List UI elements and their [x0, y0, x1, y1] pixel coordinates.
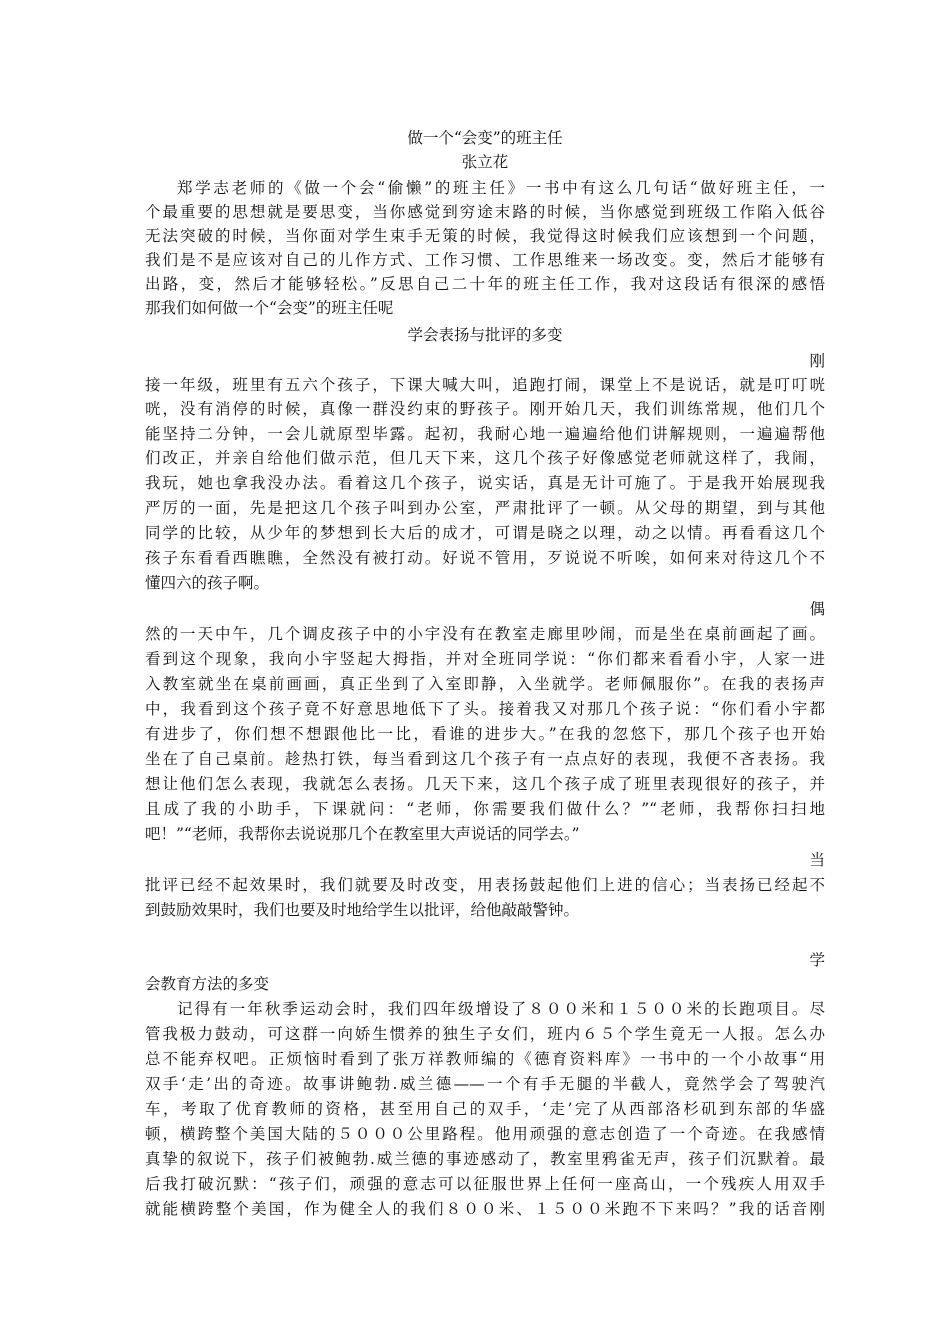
author-name: 张立花 [461, 153, 509, 171]
paragraph-start-char: 学 [809, 951, 825, 969]
paragraph-line: 总不能弃权吧。正烦恼时看到了张万祥教师编的《德育资料库》一书中的一个小故事“用 [145, 1050, 825, 1068]
paragraph-line: 严厉的一面，先是把这几个孩子叫到办公室，严肃批评了一顿。从父母的期望，到与其他 [145, 499, 825, 517]
section-heading: 会教育方法的多变 [145, 975, 270, 993]
paragraph-line: 到鼓励效果时，我们也要及时地给学生以批评，给他敲敲警钟。 [145, 901, 580, 919]
paragraph-line: 双手‘走’出的奇迹。故事讲鲍勃.威兰德——一个有手无腿的半截人，竟然学会了驾驶汽 [145, 1075, 825, 1093]
paragraph-line: 咣，没有消停的时候，真像一群没约束的野孩子。刚开始几天，我们训练常规，他们几个 [145, 400, 825, 418]
paragraph-line: 接一年级，班里有五六个孩子，下课大喊大叫，追跑打闹，课堂上不是说话，就是叮叮咣 [145, 376, 825, 394]
paragraph-line: 坐在了自己桌前。趁热打铁，每当看到这几个孩子有一点点好的表现，我便不吝表扬。我 [145, 750, 825, 768]
paragraph-line: 郑学志老师的《做一个会“偷懒”的班主任》一书中有这么几句话“做好班主任，一 [177, 179, 825, 197]
paragraph-line: 我们是不是应该对自己的儿作方式、工作习惯、工作思维来一场改变。变，然后才能够有 [145, 251, 825, 269]
section-heading: 学会表扬与批评的多变 [407, 326, 563, 344]
paragraph-line: 有进步了，你们想不想跟他比一比，看谁的进步大。”在我的忽悠下，那几个孩子也开始 [145, 725, 825, 743]
paragraph-line: 们改正，并亲自给他们做示范，但几天下来，这几个孩子好像感觉老师就这样了，我闹， [145, 449, 825, 467]
paragraph-line: 真挚的叙说下，孩子们被鲍勃.威兰德的事迹感动了，教室里鸦雀无声，孩子们沉默着。最 [145, 1150, 825, 1168]
paragraph-line: 同学的比较，从少年的梦想到长大后的成才，可谓是晓之以理，动之以情。再看看这几个 [145, 524, 825, 542]
paragraph-line: 然的一天中午，几个调皮孩子中的小宇没有在教室走廊里吵闹，而是坐在桌前画起了画。 [145, 625, 825, 643]
paragraph-start-char: 刚 [809, 352, 825, 370]
paragraph-line: 记得有一年秋季运动会时，我们四年级增设了８００米和１５００米的长跑项目。尽 [177, 1000, 825, 1018]
paragraph-line: 看到这个现象，我向小宇竖起大拇指，并对全班同学说：“你们都来看看小宇，人家一进 [145, 650, 825, 668]
paragraph-line: 我玩，她也拿我没办法。看着这几个孩子，说实话，真是无计可施了。于是我开始展现我 [145, 474, 825, 492]
paragraph-start-char: 偶 [809, 600, 825, 618]
paragraph-line: 车，考取了优育教师的资格，甚至用自己的双手，‘走’完了从西部洛杉矶到东部的华盛 [145, 1100, 825, 1118]
paragraph-line: 就能横跨整个美国，作为健全人的我们８００米、１５００米跑不下来吗？”我的话音刚 [145, 1200, 825, 1218]
paragraph-line: 想让他们怎么表现，我就怎么表扬。几天下来，这几个孩子成了班里表现很好的孩子，并 [145, 775, 825, 793]
paragraph-line: 且成了我的小助手，下课就问：“老师，你需要我们做什么？”“老师，我帮你扫扫地 [145, 800, 825, 818]
paragraph-line: 吧！”“老师，我帮你去说说那几个在教室里大声说话的同学去。” [145, 825, 580, 843]
paragraph-line: 管我极力鼓动，可这群一向娇生惯养的独生子女们，班内６５个学生竟无一人报。怎么办 [145, 1025, 825, 1043]
paragraph-line: 顿，横跨整个美国大陆的５０００公里路程。他用顽强的意志创造了一个奇迹。在我感情 [145, 1125, 825, 1143]
paragraph-line: 批评已经不起效果时，我们就要及时改变，用表扬鼓起他们上进的信心；当表扬已经起不 [145, 876, 825, 894]
paragraph-line: 个最重要的思想就是要思变，当你感觉到穷途末路的时候，当你感觉到班级工作陷入低谷 [145, 203, 825, 221]
paragraph-line: 懂四六的孩子啊。 [145, 574, 270, 592]
paragraph-line: 孩子东看看西瞧瞧，全然没有被打动。好说不管用，歹说说不听唉，如何来对待这几个不 [145, 549, 825, 567]
paragraph-line: 中，我看到这个孩子竟不好意思地低下了头。接着我又对那几个孩子说：“你们看小宇都 [145, 700, 825, 718]
paragraph-line: 后我打破沉默：“孩子们，顽强的意志可以征服世界上任何一座高山，一个残疾人用双手 [145, 1175, 825, 1193]
paragraph-line: 入教室就坐在桌前画画，真正坐到了入室即静，入坐就学。老师佩服你”。在我的表扬声 [145, 675, 825, 693]
page-title: 做一个“会变”的班主任 [407, 129, 563, 147]
paragraph-line: 无法突破的时候，当你面对学生束手无策的时候，我觉得这时候我们应该想到一个问题， [145, 227, 825, 245]
paragraph-start-char: 当 [809, 851, 825, 869]
paragraph-line: 出路，变，然后才能够轻松。”反思自己二十年的班主任工作，我对这段话有很深的感悟 [145, 275, 825, 293]
paragraph-line: 能坚持二分钟，一会儿就原型毕露。起初，我耐心地一遍遍给他们讲解规则，一遍遍帮他 [145, 425, 825, 443]
paragraph-line: 那我们如何做一个“会变”的班主任呢 [145, 299, 394, 317]
